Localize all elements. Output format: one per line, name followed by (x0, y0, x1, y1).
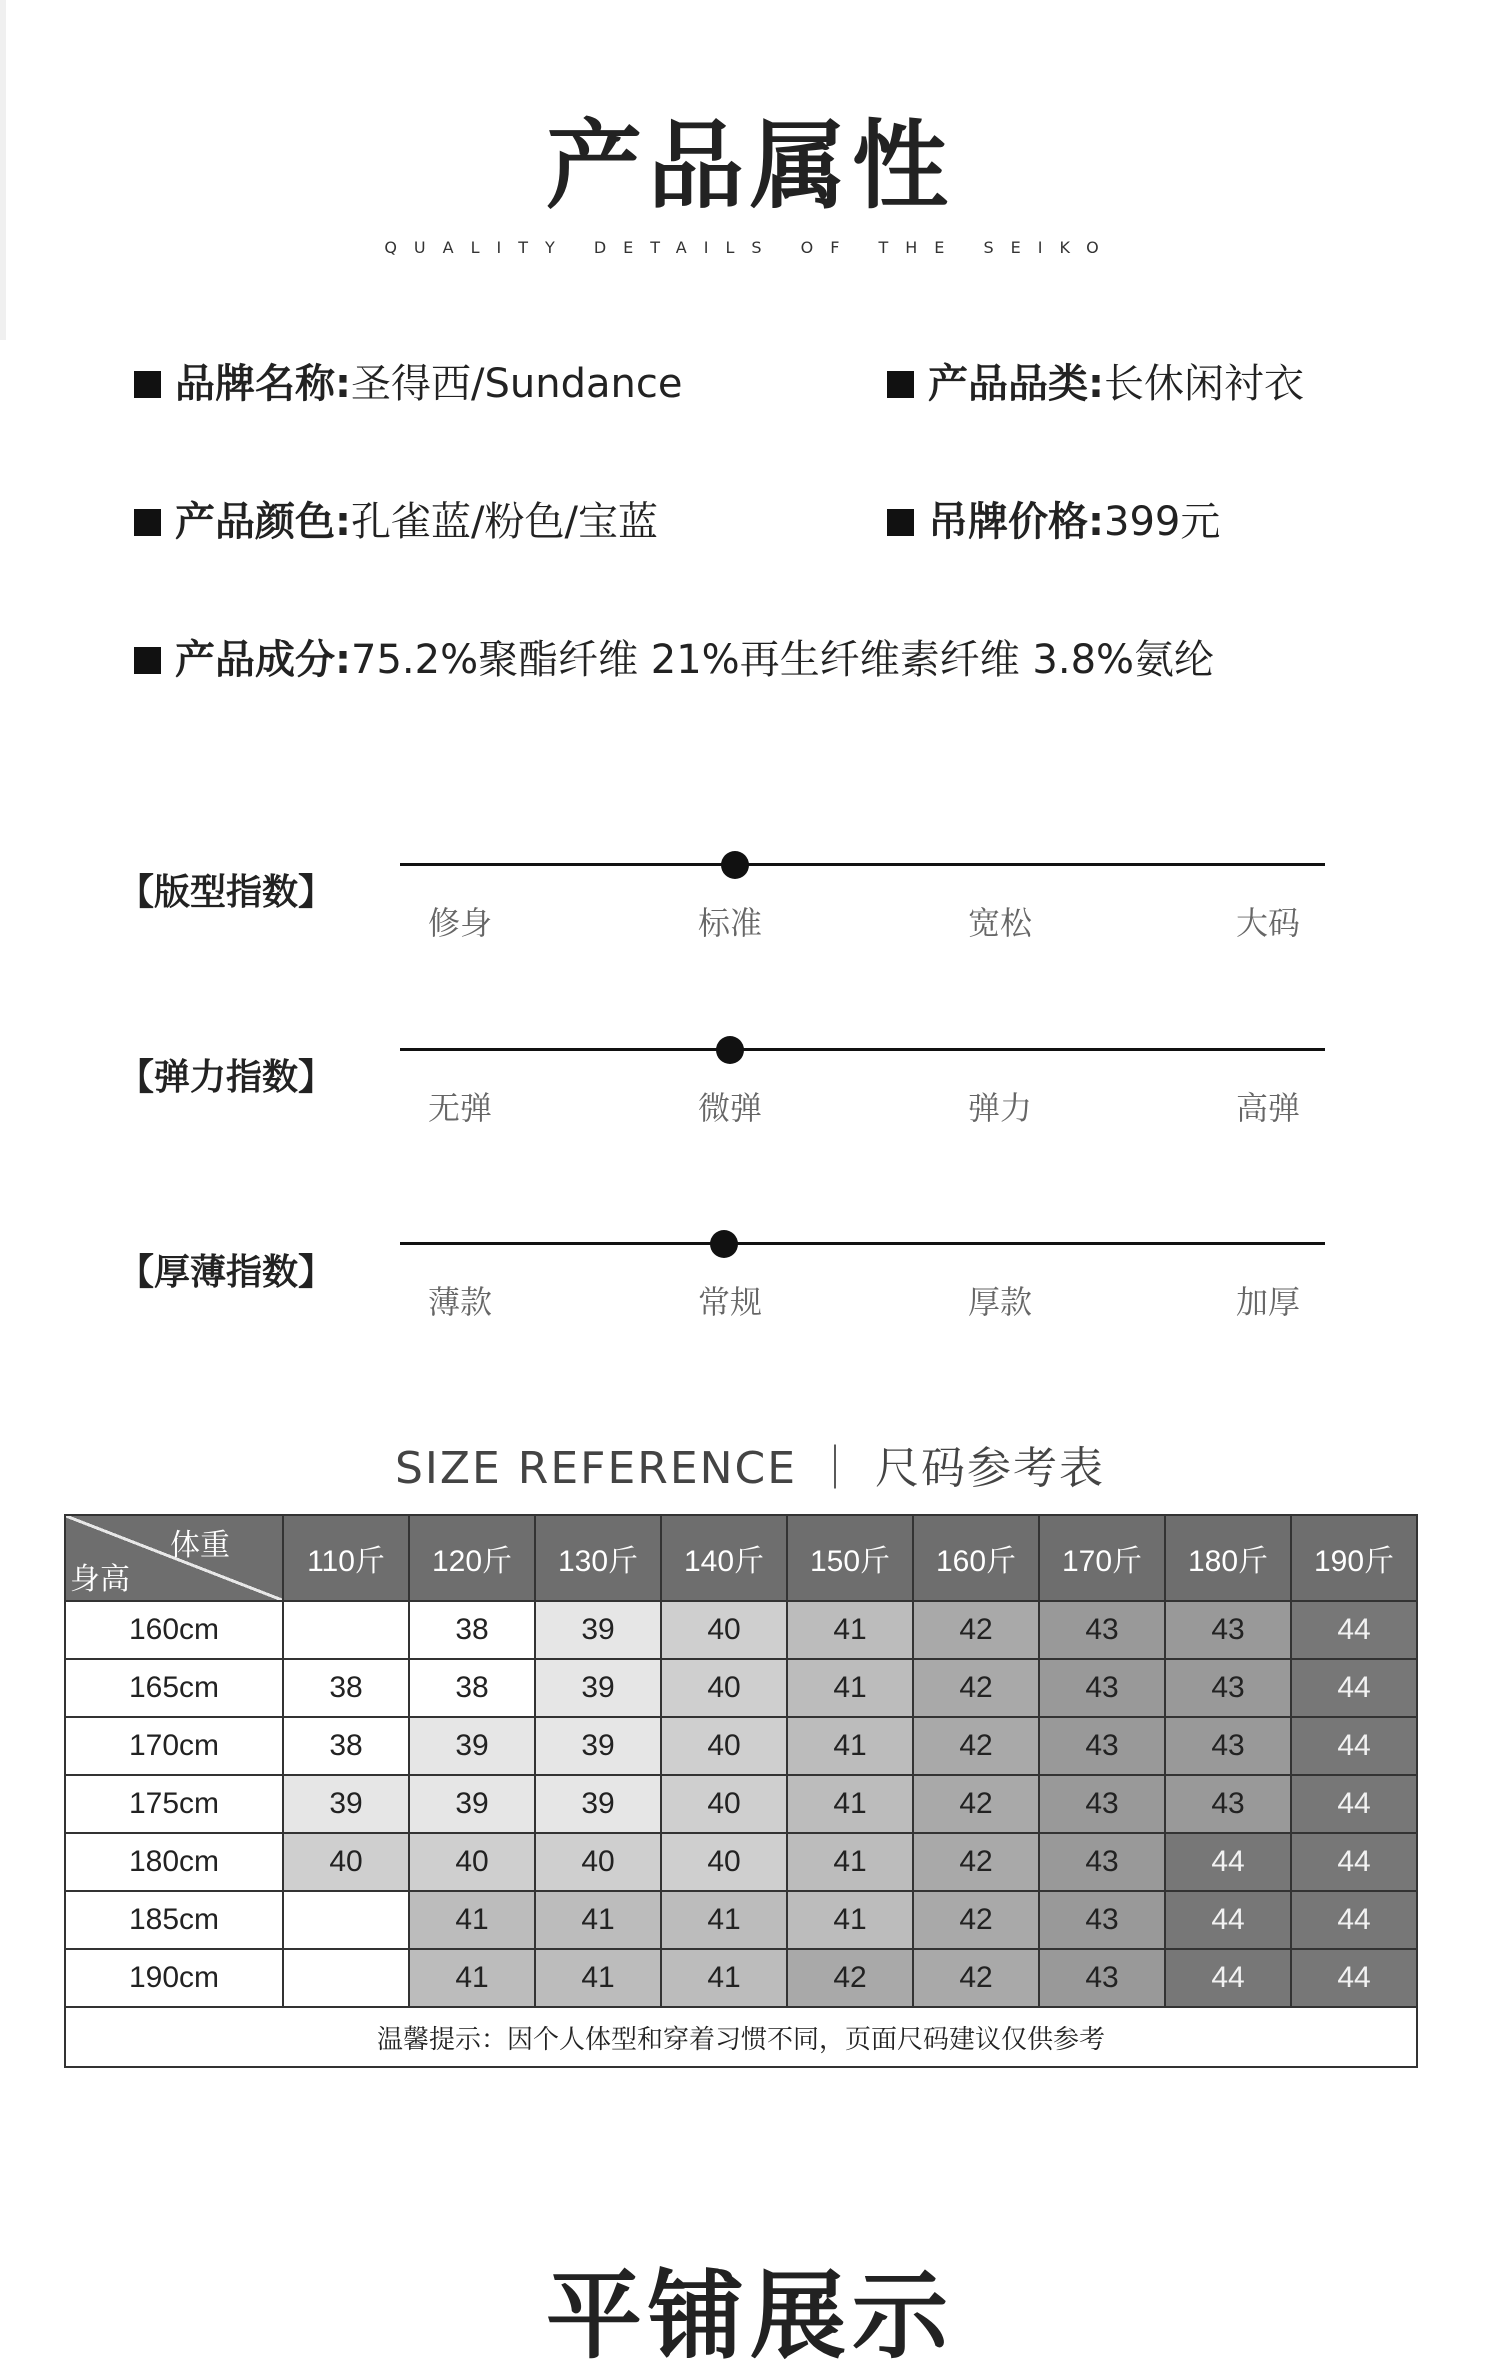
size-cell: 44 (1291, 1949, 1417, 2007)
weight-header: 180斤 (1165, 1515, 1291, 1601)
corner-height-label: 身高 (70, 1563, 130, 1596)
fit-index-option: 修身 (427, 904, 492, 942)
size-cell: 41 (787, 1891, 913, 1949)
height-cell: 175cm (65, 1775, 283, 1833)
size-cell: 38 (409, 1659, 535, 1717)
size-cell: 43 (1039, 1775, 1165, 1833)
size-cell: 42 (913, 1717, 1039, 1775)
attr-color-value: 孔雀蓝/粉色/宝蓝 (351, 499, 658, 545)
size-cell: 42 (913, 1949, 1039, 2007)
size-cell: 43 (1039, 1601, 1165, 1659)
size-cell: 40 (661, 1833, 787, 1891)
size-cell: 41 (787, 1659, 913, 1717)
size-cell: 44 (1291, 1601, 1417, 1659)
size-cell: 43 (1165, 1601, 1291, 1659)
attr-category: 产品品类:长休闲衬衣 (887, 352, 1304, 409)
table-row (65, 1833, 1417, 1891)
size-cell (283, 1601, 409, 1659)
fit-index-label: 【版型指数】 (118, 872, 335, 913)
size-cell: 39 (409, 1775, 535, 1833)
size-cell: 40 (661, 1717, 787, 1775)
size-cell: 41 (409, 1891, 535, 1949)
attr-price-value: 399元 (1104, 499, 1221, 545)
size-cell (283, 1891, 409, 1949)
fit-index-marker (721, 851, 749, 879)
size-cell: 42 (913, 1891, 1039, 1949)
size-cell: 41 (787, 1833, 913, 1891)
thickness-index-option: 常规 (697, 1283, 762, 1321)
size-cell: 41 (409, 1949, 535, 2007)
attr-brand-key: 品牌名称 (175, 361, 335, 407)
size-cell: 44 (1291, 1891, 1417, 1949)
weight-header: 110斤 (283, 1515, 409, 1601)
size-note: 温馨提示：因个人体型和穿着习惯不同，页面尺码建议仅供参考 (65, 2007, 1417, 2067)
table-row (65, 1601, 1417, 1659)
height-cell: 180cm (65, 1833, 283, 1891)
size-cell: 40 (409, 1833, 535, 1891)
page-subtitle: QUALITY DETAILS OF THE SEIKO (384, 238, 1116, 257)
size-cell: 39 (535, 1601, 661, 1659)
thickness-index-option: 加厚 (1235, 1283, 1300, 1321)
corner-weight-label: 体重 (170, 1529, 230, 1562)
weight-header: 150斤 (787, 1515, 913, 1601)
height-cell: 165cm (65, 1659, 283, 1717)
height-cell: 185cm (65, 1891, 283, 1949)
table-row (65, 1891, 1417, 1949)
size-cell: 44 (1291, 1717, 1417, 1775)
square-bullet-icon (887, 509, 914, 536)
fit-index-track (400, 863, 1325, 866)
attr-material-value: 75.2%聚酯纤维 21%再生纤维素纤维 3.8%氨纶 (351, 637, 1215, 683)
size-cell: 40 (283, 1833, 409, 1891)
size-cell: 41 (535, 1949, 661, 2007)
weight-header: 190斤 (1291, 1515, 1417, 1601)
weight-header: 160斤 (913, 1515, 1039, 1601)
size-table-corner (65, 1515, 283, 1601)
size-cell: 39 (283, 1775, 409, 1833)
size-table-header-row (65, 1515, 1417, 1601)
attr-price-key: 吊牌价格 (928, 499, 1088, 545)
size-table-body (65, 1601, 1417, 2067)
weight-header: 120斤 (409, 1515, 535, 1601)
size-cell: 41 (787, 1601, 913, 1659)
square-bullet-icon (887, 371, 914, 398)
size-cell: 43 (1165, 1717, 1291, 1775)
size-cell: 43 (1039, 1833, 1165, 1891)
weight-header: 130斤 (535, 1515, 661, 1601)
size-table (64, 1514, 1418, 2068)
fit-index-option: 宽松 (967, 904, 1032, 942)
page-title: 产品属性 (546, 110, 954, 222)
square-bullet-icon (134, 371, 161, 398)
square-bullet-icon (134, 647, 161, 674)
size-cell: 43 (1165, 1659, 1291, 1717)
thickness-index-option: 薄款 (427, 1283, 492, 1321)
size-cell: 39 (535, 1775, 661, 1833)
size-cell: 43 (1039, 1891, 1165, 1949)
fit-index-option: 大码 (1235, 904, 1300, 942)
elasticity-index-option: 弹力 (967, 1089, 1032, 1127)
size-cell: 44 (1165, 1891, 1291, 1949)
height-cell: 160cm (65, 1601, 283, 1659)
size-cell: 44 (1291, 1775, 1417, 1833)
elasticity-index-option: 无弹 (427, 1089, 492, 1127)
size-cell: 38 (283, 1717, 409, 1775)
table-row (65, 1949, 1417, 2007)
attr-color-key: 产品颜色 (175, 499, 335, 545)
next-section-title: 平铺展示 (546, 2260, 954, 2372)
size-cell: 44 (1165, 1833, 1291, 1891)
size-cell: 43 (1039, 1659, 1165, 1717)
attr-price: 吊牌价格:399元 (887, 490, 1220, 547)
fit-index-option: 标准 (697, 904, 762, 942)
elasticity-index-label: 【弹力指数】 (118, 1057, 335, 1098)
size-cell: 40 (661, 1775, 787, 1833)
size-cell: 42 (913, 1775, 1039, 1833)
attr-brand-value: 圣得西/Sundance (351, 361, 683, 407)
elasticity-index-track (400, 1048, 1325, 1051)
size-cell: 43 (1039, 1949, 1165, 2007)
table-row (65, 1659, 1417, 1717)
attr-color: 产品颜色:孔雀蓝/粉色/宝蓝 (134, 490, 658, 547)
elasticity-index-option: 微弹 (697, 1089, 762, 1127)
size-cell: 42 (913, 1601, 1039, 1659)
size-cell: 41 (535, 1891, 661, 1949)
size-cell: 42 (913, 1659, 1039, 1717)
size-cell: 40 (661, 1659, 787, 1717)
size-cell: 38 (409, 1601, 535, 1659)
size-reference-heading: SIZE REFERENCE ｜ 尺码参考表 (394, 1443, 1106, 1494)
attr-material: 产品成分:75.2%聚酯纤维 21%再生纤维素纤维 3.8%氨纶 (134, 628, 1214, 685)
elasticity-index-option: 高弹 (1235, 1089, 1300, 1127)
weight-header: 170斤 (1039, 1515, 1165, 1601)
size-cell: 44 (1291, 1833, 1417, 1891)
size-cell: 41 (661, 1949, 787, 2007)
thickness-index-track (400, 1242, 1325, 1245)
size-cell: 42 (913, 1833, 1039, 1891)
attr-category-key: 产品品类 (928, 361, 1088, 407)
thickness-index-marker (710, 1230, 738, 1258)
attr-brand: 品牌名称:圣得西/Sundance (134, 352, 682, 409)
size-cell: 39 (535, 1717, 661, 1775)
note-row (65, 2007, 1417, 2067)
size-cell: 41 (787, 1717, 913, 1775)
size-cell: 41 (787, 1775, 913, 1833)
size-cell: 41 (661, 1891, 787, 1949)
size-cell: 43 (1165, 1775, 1291, 1833)
height-cell: 190cm (65, 1949, 283, 2007)
size-cell: 42 (787, 1949, 913, 2007)
height-cell: 170cm (65, 1717, 283, 1775)
size-cell: 39 (535, 1659, 661, 1717)
thickness-index-label: 【厚薄指数】 (118, 1252, 335, 1293)
size-cell: 39 (409, 1717, 535, 1775)
square-bullet-icon (134, 509, 161, 536)
size-cell: 40 (535, 1833, 661, 1891)
weight-header: 140斤 (661, 1515, 787, 1601)
attr-category-value: 长休闲衬衣 (1104, 361, 1304, 407)
size-cell: 38 (283, 1659, 409, 1717)
size-cell: 43 (1039, 1717, 1165, 1775)
table-row (65, 1717, 1417, 1775)
thickness-index-option: 厚款 (967, 1283, 1032, 1321)
table-row (65, 1775, 1417, 1833)
attr-material-key: 产品成分 (175, 637, 335, 683)
size-cell (283, 1949, 409, 2007)
size-cell: 44 (1165, 1949, 1291, 2007)
size-cell: 40 (661, 1601, 787, 1659)
elasticity-index-marker (716, 1036, 744, 1064)
size-cell: 44 (1291, 1659, 1417, 1717)
